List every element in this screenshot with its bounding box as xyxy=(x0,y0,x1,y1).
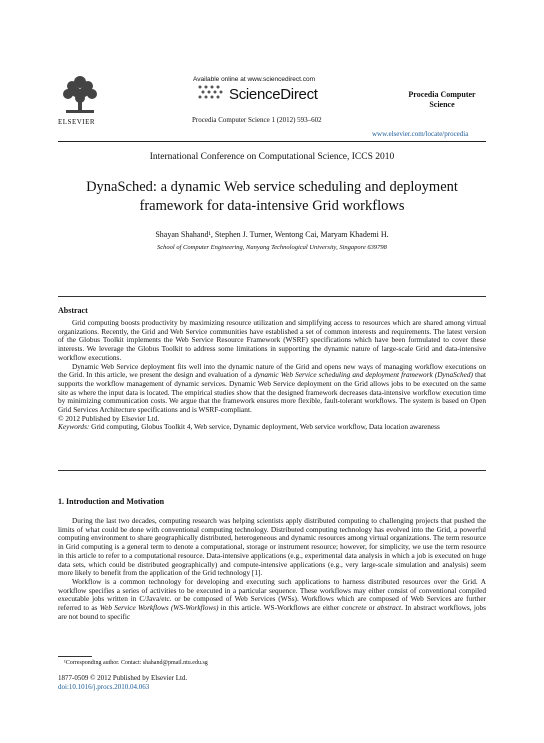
s1p2-emphasis-1: Web Service Workflows (WS-Workflows) xyxy=(99,603,219,613)
elsevier-logo xyxy=(58,72,102,116)
abstract-copyright: © 2012 Published by Elsevier Ltd. xyxy=(58,413,160,423)
doi-link[interactable]: doi:10.1016/j.procs.2010.04.063 xyxy=(58,683,150,691)
issn-line: 1877-0509 © 2012 Published by Elsevier Ltd. xyxy=(58,674,188,682)
s1p2-text-b: in this article. WS-Workflows are either xyxy=(218,603,342,613)
available-online-text: Available online at www.sciencedirect.com xyxy=(193,76,315,83)
affiliation: School of Computer Engineering, Nanyang Technological University, Singapore 639798 xyxy=(157,244,387,251)
journal-url-link[interactable]: www.elsevier.com/locate/procedia xyxy=(372,130,469,138)
journal-title-line1: Procedia Computer xyxy=(408,90,476,99)
abstract-body xyxy=(58,319,486,432)
issn-block xyxy=(58,674,187,692)
s1p2-emphasis-3: abstract xyxy=(377,603,402,613)
keywords xyxy=(58,423,486,432)
s1p2-emphasis-2: concrete xyxy=(341,603,367,613)
s1p2-text-c: or xyxy=(366,603,378,613)
section-1-heading: 1. Introduction and Motivation xyxy=(58,497,165,506)
conference-name: International Conference on Computational Science, ICCS 2010 xyxy=(149,152,395,162)
sciencedirect-dots-icon xyxy=(196,84,226,102)
abstract-top-rule xyxy=(58,296,486,297)
keywords-list: Grid computing, Globus Toolkit 4, Web service, Dynamic deployment, Web service workflow, Data location awareness xyxy=(89,422,440,432)
abstract-p2-emphasis: dynamic Web Service scheduling and deployment framework (DynaSched) xyxy=(253,370,473,380)
abstract-p2-text-a: Dynamic Web Service deployment fits well into the dynamic nature of the Grid and opens new ways of managing workflow executions on the Grid. In this article, we present the design and evaluation of a xyxy=(58,361,486,380)
keywords-label: Keywords: xyxy=(58,422,90,432)
journal-title-line2: Science xyxy=(429,100,455,109)
header-rule xyxy=(58,141,486,142)
paper-title-line2: framework for data-intensive Grid workflows xyxy=(139,198,405,214)
journal-title xyxy=(392,90,492,110)
footnote: ¹Corresponding author. Contact: shahand@pmail.ntu.edu.sg xyxy=(64,660,208,666)
footnote-rule xyxy=(58,656,92,657)
section-1-body xyxy=(58,517,486,621)
section-1-paragraph-2 xyxy=(58,578,486,622)
elsevier-wordmark: ELSEVIER xyxy=(58,118,96,126)
journal-reference: Procedia Computer Science 1 (2012) 593–602 xyxy=(192,116,322,124)
s1p2-text-a: Workflow is a common technology for developing and executing such applications to harness distributed resources over the Grid. A workflow specifies a series of activities to be executed in a particular sequence. These workflows may either consist of conventional compiled executable jobs written in C/Java/etc. or be composed of Web Services (WSs). Workflows which are composed of Web Services are further referred to as xyxy=(58,576,486,613)
paper-title-line1: DynaSched: a dynamic Web service scheduling and deployment xyxy=(86,179,458,195)
authors: Shayan Shahand¹, Stephen J. Turner, Wentong Cai, Maryam Khademi H. xyxy=(155,230,389,239)
abstract-paragraph-1: Grid computing boosts productivity by maximizing resource utilization and simplifying access to resources which are shared among virtual organizations. Recently, the Grid and Web Service communities have established a set of common interests and requirements. The latest version of the Globus Toolkit implements the Web Service Resource Framework (WSRF) specifications which have been formulated to cover these interests. We leverage the Globus Toolkit to address some limitations in supporting the dynamic nature of large-scale Grid and data-intensive workflow executions. xyxy=(58,318,486,362)
abstract-paragraph-2 xyxy=(58,363,486,415)
sciencedirect-logo-text: ScienceDirect xyxy=(229,86,318,103)
section-1-paragraph-1: During the last two decades, computing research was helping scientists apply distributed computing to challenging projects that pushed the limits of what could be done with conventional computing technology. Distributed computing technology has evolved into the Grid, a powerful computing environment to share geographically distributed, heterogeneous and dynamic resources among virtual organizations. The term resource in Grid computing is a general term to denote a computational, storage or instrument resource; however, for simplicity, we use the term resource in this article to refer to a computational resource. Data-intensive applications (e.g., experimental data analysis in which a job is executed on huge data sets, which could be distributed geographically) and compute-intensive applications (e.g., very large-scale simulation and analysis) seem more likely to benefit from the application of the Grid technology [1]. xyxy=(58,516,486,578)
paper-title xyxy=(58,178,486,216)
s1p2-text-d: . In abstract workflows, jobs are not bound to specific xyxy=(58,603,486,621)
abstract-bottom-rule xyxy=(58,470,486,471)
abstract-p2-text-b: that supports the workflow management of dynamic services. Dynamic Web Service deployment on the Grid allows jobs to be executed on the same site as where the input data is located. The empirical studies show that the designed framework decreases data-intensive workflow execution time by minimizing communication costs. We argue that the framework ensures more flexible, fault-tolerant workflows. The system is based on Open Grid Services Architecture specifications and is WSRF-compliant. xyxy=(58,370,486,415)
abstract-heading: Abstract xyxy=(58,306,88,315)
